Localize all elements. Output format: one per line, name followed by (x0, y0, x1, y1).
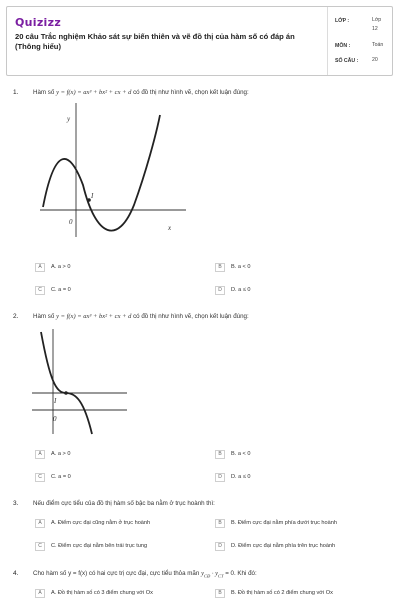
question-4-formula (201, 570, 223, 577)
q1-option-b[interactable]: B. a < 0 (231, 264, 251, 270)
question-count-label: SỐ CÂU : (335, 58, 359, 64)
q1-point-label: I (91, 192, 94, 200)
q4-option-a[interactable]: A. Đồ thị hàm số có 3 điểm chung với Ox (51, 590, 153, 596)
q2-point-label: I (54, 397, 57, 405)
q2-option-c-badge[interactable]: C (35, 473, 45, 482)
question-4-number: 4. (13, 570, 19, 577)
question-3-text: Nếu điểm cực tiểu của đồ thị hàm số bậc ba nằm ở trục hoành thì: (33, 500, 215, 507)
question-2-graph (30, 326, 130, 436)
q1-option-b-badge[interactable]: B (215, 263, 225, 272)
q3-option-d[interactable]: D. Điểm cực đại nằm phía trên trục hoành (231, 543, 336, 549)
q1-curve (43, 115, 160, 231)
grade-label: LỚP : (335, 18, 350, 24)
q4-formula-y1: y (201, 570, 204, 577)
q1-x-label: x (168, 224, 172, 232)
q2-option-d[interactable]: D. a ≤ 0 (231, 474, 251, 480)
q1-option-a[interactable]: A. a > 0 (51, 264, 71, 270)
q2-option-a[interactable]: A. a > 0 (51, 451, 71, 457)
q3-option-d-badge[interactable]: D (215, 542, 225, 551)
q3-option-a[interactable]: A. Điểm cực đại cũng nằm ở trục hoành (51, 520, 151, 526)
q4-option-a-badge[interactable]: A (35, 589, 45, 598)
q4-formula-mid: · y (210, 570, 218, 577)
q2-option-b-badge[interactable]: B (215, 450, 225, 459)
q2-option-b[interactable]: B. a < 0 (231, 451, 251, 457)
question-1-suffix: có đồ thị như hình vẽ, chọn kết luận đúng: (133, 89, 249, 96)
question-2-number: 2. (13, 313, 19, 320)
subject-label: MÔN : (335, 43, 351, 49)
header-divider (327, 7, 328, 75)
q1-option-c-badge[interactable]: C (35, 286, 45, 295)
question-1-formula: y = f(x) = ax³ + bx² + cx + d (56, 89, 132, 96)
q2-curve (41, 332, 92, 434)
question-1-prefix: Hàm số (33, 89, 55, 96)
q1-option-c[interactable]: C. a = 0 (51, 287, 71, 293)
q3-option-c-badge[interactable]: C (35, 542, 45, 551)
q1-y-label: y (67, 115, 71, 123)
q2-origin-label: 0 (53, 415, 57, 423)
question-count-value: 20 (372, 57, 378, 63)
q4-formula-sub-cd: CĐ (203, 573, 211, 579)
grade-value-line1: Lớp (372, 17, 382, 23)
q3-option-b[interactable]: B. Điểm cực đại nằm phía dưới trục hoành (231, 520, 337, 526)
q2-option-d-badge[interactable]: D (215, 473, 225, 482)
q4-option-b[interactable]: B. Đồ thị hàm số có 2 điểm chung với Ox (231, 590, 333, 596)
q2-option-a-badge[interactable]: A (35, 450, 45, 459)
question-2-formula: y = f(x) = ax³ + bx² + cx + d (56, 313, 132, 320)
q2-option-c[interactable]: C. a = 0 (51, 474, 71, 480)
q1-option-a-badge[interactable]: A (35, 263, 45, 272)
question-1-number: 1. (13, 89, 19, 96)
q1-origin-label: 0 (69, 218, 73, 226)
question-4-suffix: = 0. Khi đó: (223, 570, 257, 577)
question-4-text (33, 570, 257, 578)
q4-formula-sub-ct: CT (217, 573, 224, 579)
question-2-prefix: Hàm số (33, 313, 55, 320)
question-1-graph (38, 100, 188, 240)
q1-option-d[interactable]: D. a ≤ 0 (231, 287, 251, 293)
q2-inflection-point (64, 391, 68, 395)
grade-value-line2: 12 (372, 26, 378, 32)
worksheet-header (6, 6, 393, 76)
subject-value: Toán (372, 42, 384, 48)
q3-option-c[interactable]: C. Điểm cực đại nằm bên trái trục tung (51, 543, 148, 549)
q1-option-d-badge[interactable]: D (215, 286, 225, 295)
question-3-number: 3. (13, 500, 19, 507)
worksheet-title: 20 câu Trắc nghiệm Khảo sát sự biến thiên và vẽ đồ thị của hàm số có đáp án (Thông hiểu) (15, 32, 295, 51)
question-2-text (33, 313, 249, 320)
q3-option-b-badge[interactable]: B (215, 519, 225, 528)
q3-option-a-badge[interactable]: A (35, 519, 45, 528)
question-4-prefix: Cho hàm số y = f(x) có hai cực trị cực đại, cực tiểu thỏa mãn (33, 570, 200, 577)
quizizz-logo: Quizizz (15, 16, 62, 29)
q4-option-b-badge[interactable]: B (215, 589, 225, 598)
question-2-suffix: có đồ thị như hình vẽ, chọn kết luận đúng: (133, 313, 249, 320)
question-1-text (33, 89, 249, 96)
